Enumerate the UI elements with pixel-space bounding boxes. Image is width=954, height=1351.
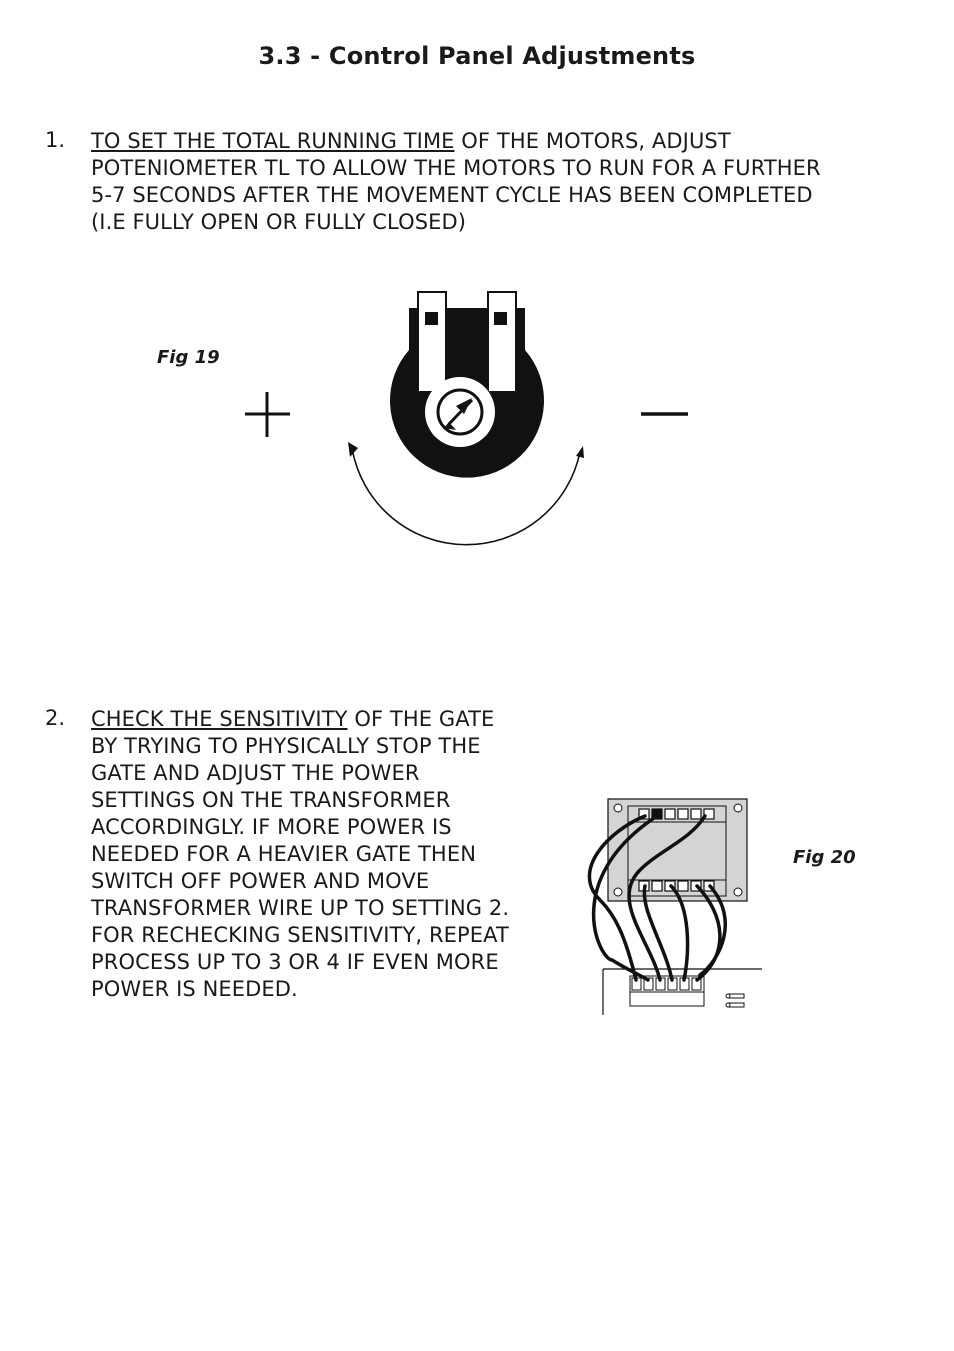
step-1-number: 1. — [45, 128, 66, 152]
step-2-line-7: SWITCH OFF POWER AND MOVE — [91, 869, 430, 893]
fig-20-label: Fig 20 — [793, 847, 856, 868]
step-2-underlined: CHECK THE SENSITIVITY — [91, 707, 348, 731]
step-1-line-2: POTENIOMETER TL TO ALLOW THE MOTORS TO RUN FOR A FURTHER — [91, 156, 821, 180]
page-title: 3.3 - Control Panel Adjustments — [258, 42, 696, 70]
step-2-line-5: ACCORDINGLY. IF MORE POWER IS — [91, 815, 452, 839]
control-board-icon — [603, 969, 762, 1015]
step-2-line-11: POWER IS NEEDED. — [91, 977, 298, 1001]
step-2-line-3: GATE AND ADJUST THE POWER — [91, 761, 420, 785]
step-2-line-8: TRANSFORMER WIRE UP TO SETTING 2. — [91, 896, 510, 920]
step-1-line-4: (I.E FULLY OPEN OR FULLY CLOSED) — [91, 210, 467, 234]
fig-19-label: Fig 19 — [157, 347, 220, 368]
step-2-number: 2. — [45, 706, 66, 730]
step-1-line-1-rest: OF THE MOTORS, ADJUST — [454, 129, 731, 153]
step-2-line-6: NEEDED FOR A HEAVIER GATE THEN — [91, 842, 476, 866]
step-2-line-10: PROCESS UP TO 3 OR 4 IF EVEN MORE — [91, 950, 499, 974]
step-2-line-9: FOR RECHECKING SENSITIVITY, REPEAT — [91, 923, 509, 947]
step-2-line-1-rest: OF THE GATE — [347, 707, 495, 731]
step-2-line-4: SETTINGS ON THE TRANSFORMER — [91, 788, 451, 812]
fuse-icon — [726, 994, 744, 1007]
step-1-underlined: TO SET THE TOTAL RUNNING TIME — [91, 129, 455, 153]
step-1-line-3: 5-7 SECONDS AFTER THE MOVEMENT CYCLE HAS BEEN COMPLETED — [91, 183, 813, 207]
step-2-line-2: BY TRYING TO PHYSICALLY STOP THE — [91, 734, 481, 758]
